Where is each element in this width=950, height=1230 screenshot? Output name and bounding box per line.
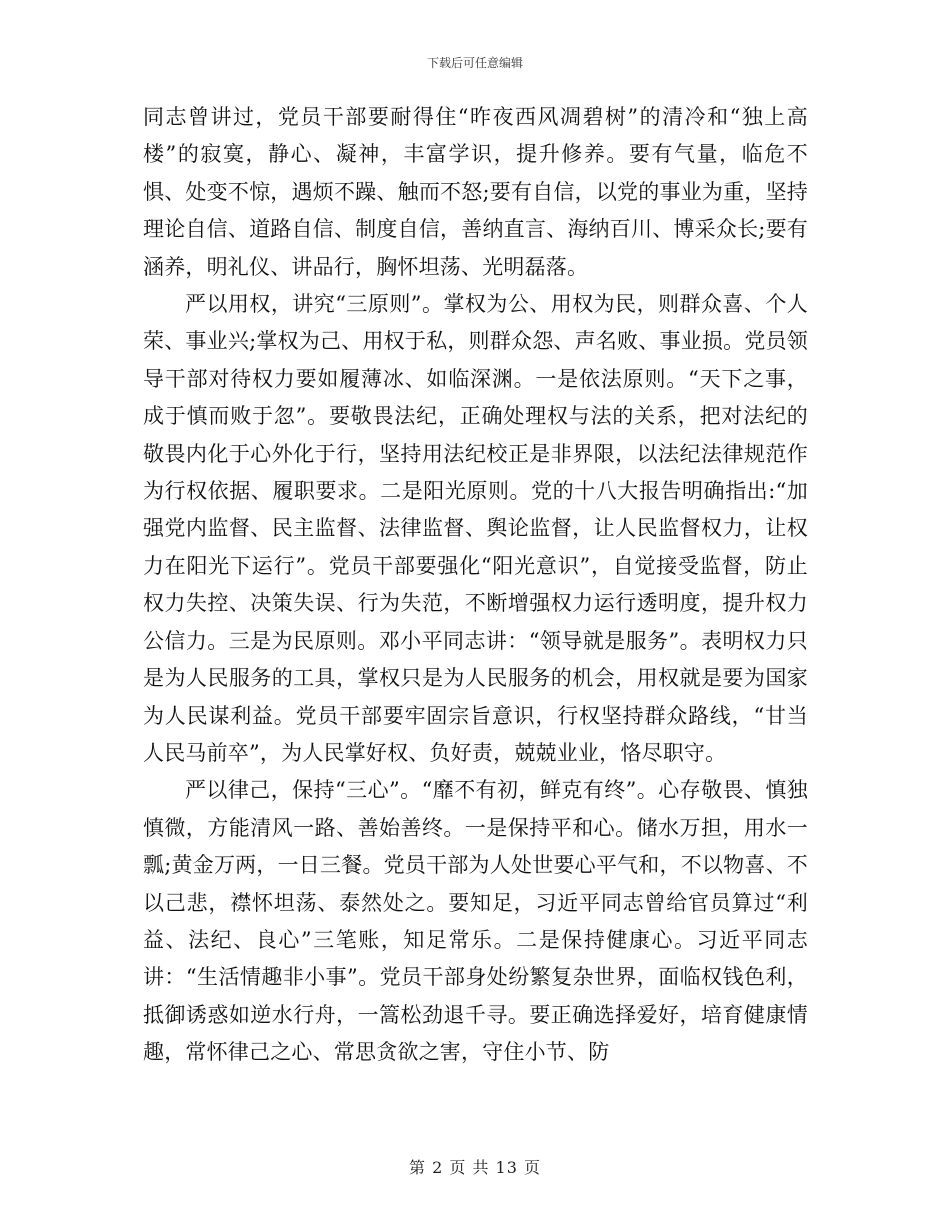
paragraph-2: 严以用权，讲究“三原则”。掌权为公、用权为民，则群众喜、个人荣、事业兴;掌权为己、用权于私，则群众怨、声名败、事业损。党员领导干部对待权力要如履薄冰、如临深渊。一是依法原则。“天下之事，成于慎而败于忽”。要敬畏法纪，正确处理权与法的关系，把对法纪的敬畏内化于心外化于行，坚持用法纪校正是非界限，以法纪法律规范作为行权依据、履职要求。二是阳光原则。党的十八大报告明确指出:“加强党内监督、民主监督、法律监督、舆论监督，让人民监督权力，让权力在阳光下运行”。党员干部要强化“阳光意识”，自觉接受监督，防止权力失控、决策失误、行为失范，不断增强权力运行透明度，提升权力公信力。三是为民原则。邓小平同志讲：“领导就是服务”。表明权力只是为人民服务的工具，掌权只是为人民服务的机会，用权就是要为国家为人民谋利益。党员干部要牢固宗旨意识，行权坚持群众路线，“甘当人民马前卒”，为人民掌好权、负好责，兢兢业业，恪尽职守。	[143, 292, 808, 765]
document-body	[143, 99, 808, 1072]
page-header: 下载后可任意编辑	[426, 56, 523, 70]
paragraph-1: 同志曾讲过，党员干部要耐得住“昨夜西风凋碧树”的清冷和“独上高楼”的寂寞，静心、凝神，丰富学识，提升修养。要有气量，临危不惧、处变不惊，遇烦不躁、触而不怒;要有自信，以党的事业为重，坚持理论自信、道路自信、制度自信，善纳直言、海纳百川、博采众长;要有涵养，明礼仪、讲品行，胸怀坦荡、光明磊落。	[143, 105, 808, 279]
page-number-footer: 第 2 页 共 13 页	[409, 1158, 541, 1177]
paragraph-3: 严以律己，保持“三心”。“靡不有初，鲜克有终”。心存敬畏、慎独慎微，方能清风一路、善始善终。一是保持平和心。储水万担，用水一瓢;黄金万两，一日三餐。党员干部为人处世要心平气和，不以物喜、不以己悲，襟怀坦荡、泰然处之。要知足，习近平同志曾给官员算过“利益、法纪、良心”三笔账，知足常乐。二是保持健康心。习近平同志讲：“生活情趣非小事”。党员干部身处纷繁复杂世界，面临权钱色利，抵御诱惑如逆水行舟，一篙松劲退千寻。要正确选择爱好，培育健康情趣，常怀律己之心、常思贪欲之害，守住小节、防	[143, 778, 808, 1065]
